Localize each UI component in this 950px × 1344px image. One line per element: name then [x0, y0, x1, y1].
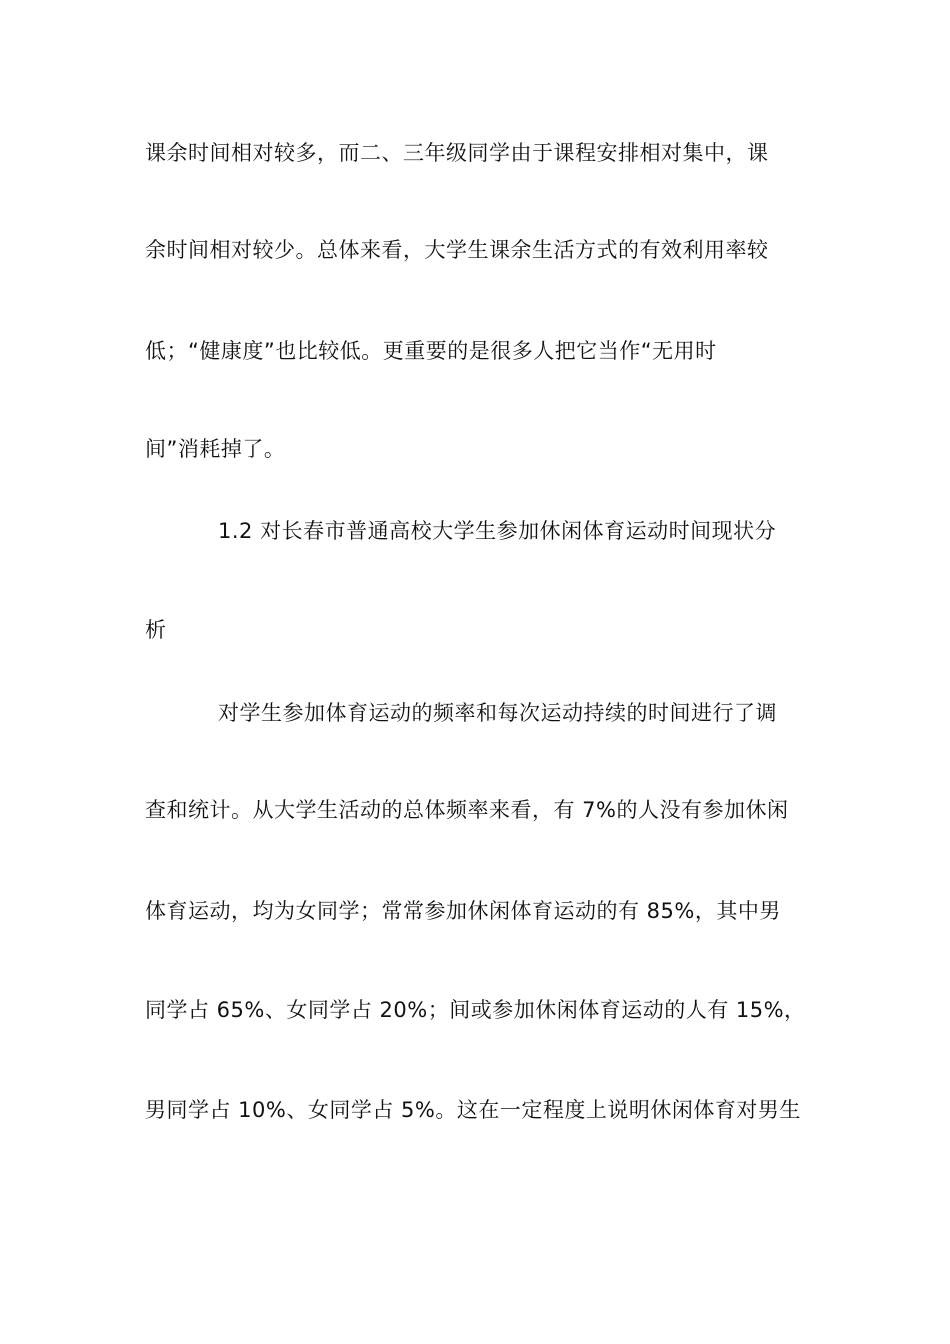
section-heading-continuation: 析 [145, 618, 167, 642]
paragraph-line: 课余时间相对较多，而二、三年级同学由于课程安排相对集中，课 [145, 141, 769, 165]
paragraph-line: 男同学占 10%、女同学占 5%。这在一定程度上说明休闲体育对男生 [145, 1098, 801, 1122]
section-heading: 1.2 对长春市普通高校大学生参加休闲体育运动时间现状分 [218, 519, 777, 543]
paragraph-line: 对学生参加体育运动的频率和每次运动持续的时间进行了调 [218, 701, 777, 725]
paragraph-line: 查和统计。从大学生活动的总体频率来看，有 7%的人没有参加休闲 [145, 798, 789, 822]
paragraph-line: 体育运动，均为女同学；常常参加休闲体育运动的有 85%，其中男 [145, 899, 781, 923]
paragraph-line: 间”消耗掉了。 [145, 437, 286, 461]
paragraph-line: 余时间相对较少。总体来看，大学生课余生活方式的有效利用率较 [145, 238, 769, 262]
paragraph-line: 同学占 65%、女同学占 20%；间或参加休闲体育运动的人有 15%， [145, 998, 806, 1022]
paragraph-line: 低；“健康度”也比较低。更重要的是很多人把它当作“无用时 [145, 339, 717, 363]
